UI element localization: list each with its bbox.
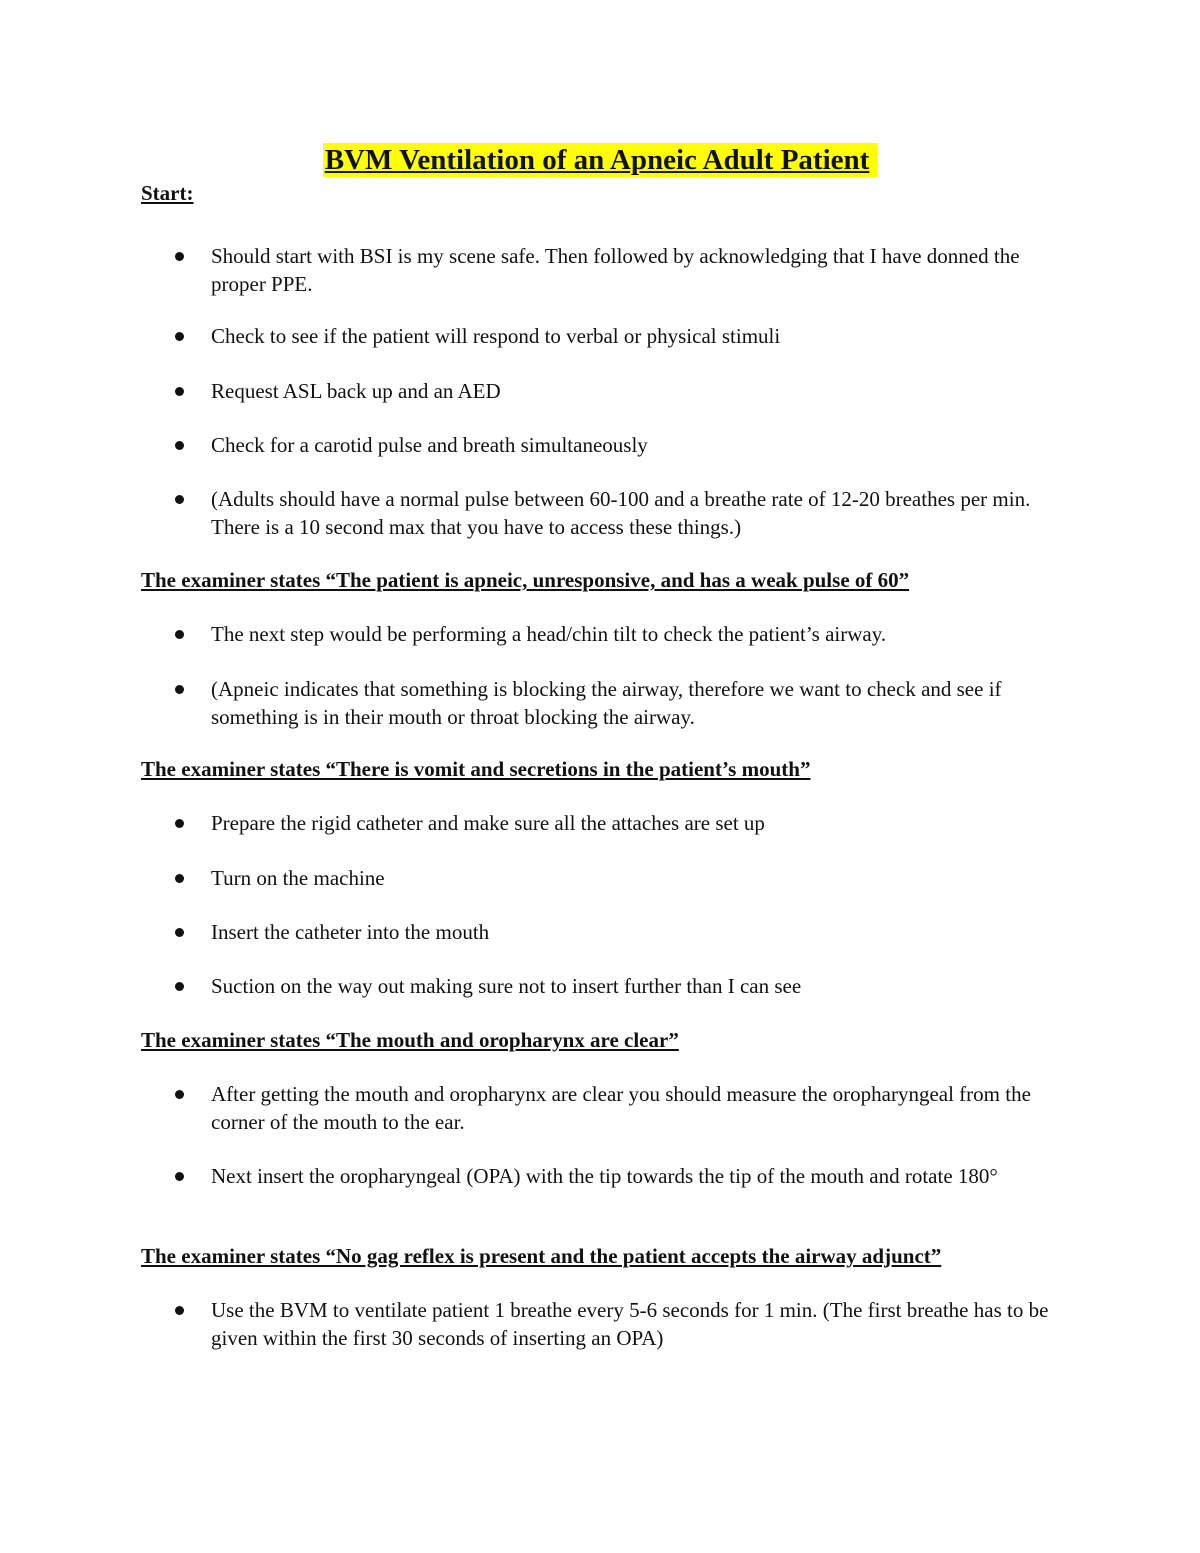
list-item-text: Use the BVM to ventilate patient 1 breathe every 5-6 seconds for 1 min. (The first breathe has to be given within the first 30 seconds of inserting an OPA) xyxy=(211,1298,1049,1350)
document-title: BVM Ventilation of an Apneic Adult Patient xyxy=(323,143,878,177)
list-item-text: After getting the mouth and oropharynx are clear you should measure the oropharyngeal from the corner of the mouth to the ear. xyxy=(211,1082,1031,1134)
list-item-text: (Adults should have a normal pulse between 60-100 and a breathe rate of 12-20 breathes per min. There is a 10 second max that you have to access these things.) xyxy=(211,487,1031,539)
bullet-icon xyxy=(175,1172,184,1181)
bullet-icon xyxy=(175,495,184,504)
section-heading-gag-reflex: The examiner states “No gag reflex is present and the patient accepts the airway adjunct” xyxy=(141,1244,942,1268)
section-heading-apneic: The examiner states “The patient is apneic, unresponsive, and has a weak pulse of 60” xyxy=(141,568,910,592)
bullet-icon xyxy=(175,630,184,639)
list-item-text: Insert the catheter into the mouth xyxy=(211,920,490,944)
list-item-text: Prepare the rigid catheter and make sure all the attaches are set up xyxy=(211,811,765,835)
list-item-text: Suction on the way out making sure not to insert further than I can see xyxy=(211,974,802,998)
bullet-icon xyxy=(175,685,184,694)
bullet-icon xyxy=(175,1306,184,1315)
bullet-icon xyxy=(175,252,184,261)
section-heading-clear: The examiner states “The mouth and oropharynx are clear” xyxy=(141,1028,679,1052)
list-item-text: Next insert the oropharyngeal (OPA) with the tip towards the tip of the mouth and rotate 180° xyxy=(211,1164,998,1188)
list-item-text: Request ASL back up and an AED xyxy=(211,379,501,403)
bullet-icon xyxy=(175,982,184,991)
list-item-text: The next step would be performing a head/chin tilt to check the patient’s airway. xyxy=(211,622,887,646)
list-item-text: Check for a carotid pulse and breath simultaneously xyxy=(211,433,648,457)
bullet-icon xyxy=(175,1090,184,1099)
section-heading-vomit: The examiner states “There is vomit and secretions in the patient’s mouth” xyxy=(141,757,811,781)
bullet-icon xyxy=(175,441,184,450)
section-heading-start: Start: xyxy=(141,181,194,205)
list-item-text: (Apneic indicates that something is blocking the airway, therefore we want to check and see if something is in their mouth or throat blocking the airway. xyxy=(211,677,1002,729)
list-item-text: Should start with BSI is my scene safe. Then followed by acknowledging that I have donned the proper PPE. xyxy=(211,244,1020,296)
bullet-icon xyxy=(175,387,184,396)
list-item-text: Turn on the machine xyxy=(211,866,385,890)
bullet-icon xyxy=(175,874,184,883)
bullet-icon xyxy=(175,928,184,937)
bullet-icon xyxy=(175,819,184,828)
list-item-text: Check to see if the patient will respond to verbal or physical stimuli xyxy=(211,324,781,348)
bullet-icon xyxy=(175,332,184,341)
title-container xyxy=(0,143,1200,177)
